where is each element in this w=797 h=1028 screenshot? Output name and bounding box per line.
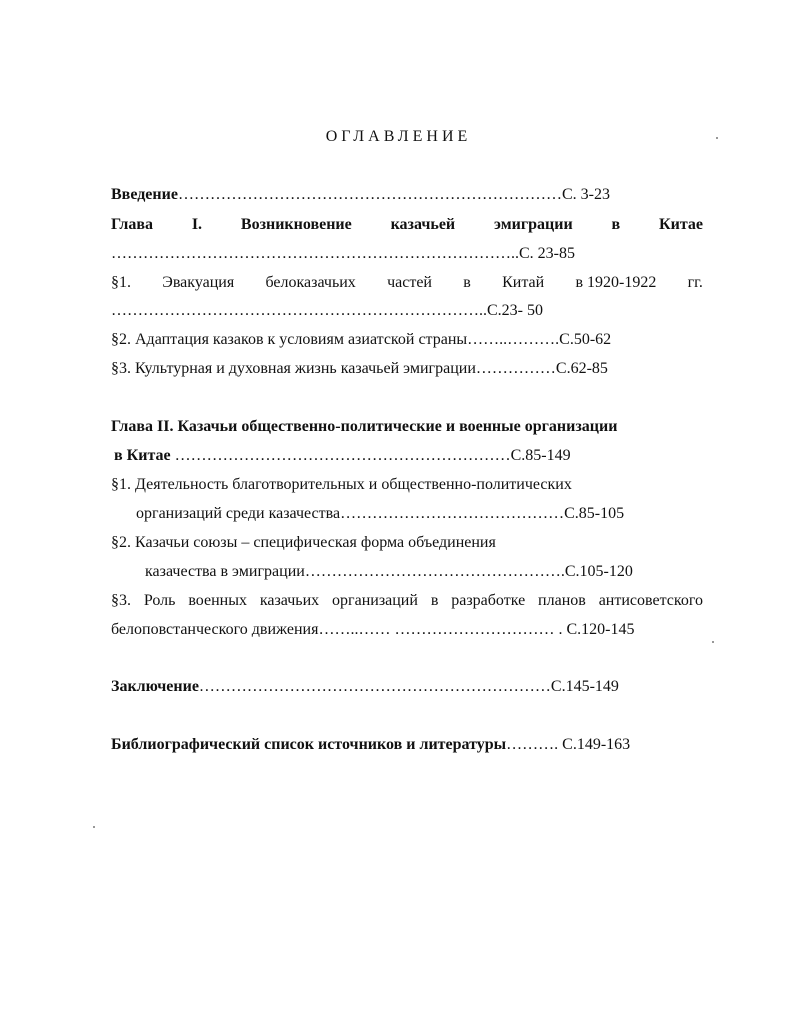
ch1-s1-word-5: в [463,274,471,291]
ch1-word-6: в [611,216,621,233]
ch2-s3-word-2: Роль [143,592,176,609]
ch1-word-5: эмиграции [493,216,573,233]
conclusion-dots: ………………………………………………………… [198,678,551,695]
conclusion-label: Заключение [111,678,199,695]
ch1-s1-page: ..С.23- 50 [479,302,543,319]
toc-bibliography [111,735,630,755]
ch2-dots: ……………………………………………………… [174,447,511,464]
ch2-s1-label-end: организаций среди казачества [136,505,341,522]
ch1-s2-label: §2. Адаптация казаков к условиям азиатской страны [111,331,468,348]
toc-chapter1-page-line [111,244,575,264]
ch1-word-1: Глава [111,216,153,233]
ch1-s2-dots: ……..………. [467,331,560,348]
ch2-s3-word-7: разработке [451,592,526,609]
ch1-word-7: Китае [659,216,703,233]
ch1-s1-word-4: частей [387,274,432,291]
ch2-s3-word-6: в [430,592,439,609]
ch1-word-2: I. [191,216,203,233]
ch1-s1-word-8: гг. [687,274,703,291]
bibliography-dots: ………. [506,736,559,753]
ch2-s2-page: С.105-120 [564,563,633,580]
toc-conclusion [111,677,619,697]
scan-speck [716,137,718,139]
toc-intro-dots: ……………………………………………………………… [177,186,562,203]
ch2-s1-dots: …………………………………… [340,505,565,522]
ch2-s2-label-end: казачества в эмиграции [145,563,305,580]
ch1-s2-page: С.50-62 [559,331,612,348]
toc-chapter1-title [111,215,703,235]
ch1-dots: ………………………………………………………………… [111,245,511,262]
ch1-s3-label: §3. Культурная и духовная жизнь казачьей эмиграции [111,360,476,377]
toc-ch2-sec1-title: §1. Деятельность благотворительных и общественно-политических [111,476,572,493]
bibliography-label: Библиографический список источников и литературы [111,736,507,753]
ch2-s3-word-9: антисоветского [598,592,703,609]
ch2-s3-word-4: казачьих [259,592,320,609]
toc-ch1-sec2 [111,330,611,350]
ch1-s3-page: С.62-85 [555,360,608,377]
toc-ch2-sec3-page-line [111,620,634,640]
toc-chapter2-title: Глава II. Казачьи общественно-политические и военные организации [111,418,618,435]
conclusion-page: С.145-149 [550,678,619,695]
ch2-s3-word-8: планов [538,592,586,609]
bibliography-page: С.149-163 [562,736,631,753]
ch2-s3-page: С.120-145 [566,621,635,638]
ch2-s1-page: С.85-105 [564,505,625,522]
toc-chapter2-page-line [114,446,571,466]
toc-ch2-sec2-title: §2. Казачьи союзы – специфическая форма объединения [111,534,496,551]
ch2-s3-word-5: организаций [332,592,418,609]
ch1-s1-word-1: §1. [111,274,131,291]
toc-ch1-sec3 [111,359,608,379]
toc-ch2-sec1-page-line [136,504,624,524]
toc-intro-page: С. 3-23 [561,186,610,203]
page-title: ОГЛАВЛЕНИЕ [325,128,472,145]
ch1-s1-word-3: белоказачьих [265,274,356,291]
toc-ch2-sec2-page-line [145,562,633,582]
ch1-s1-word-2: Эвакуация [162,274,235,291]
ch2-s3-word-3: военных [188,592,247,609]
ch1-word-4: казачьей [390,216,456,233]
toc-intro [111,185,610,205]
ch2-title-end: в Китае [114,447,171,464]
ch1-s1-word-7: в 1920-1922 [575,274,657,291]
ch1-s1-word-6: Китай [502,274,545,291]
toc-ch1-sec1-page-line [111,301,543,321]
ch2-s3-word-1: §3. [111,592,131,609]
ch1-page: ..С. 23-85 [511,245,575,262]
ch1-s1-dots: …………………………………………………………… [111,302,479,319]
scan-speck [93,826,95,828]
toc-ch2-sec3-title [111,591,703,611]
ch1-word-3: Возникновение [240,216,352,233]
toc-ch1-sec1-title [111,273,703,293]
scan-speck [712,641,714,643]
ch2-s3-dots: ……..…… ………………………… . [318,621,563,638]
ch2-s3-label-end: белоповстанческого движения [111,621,319,638]
ch2-page: С.85-149 [510,447,571,464]
ch1-s3-dots: …………… [475,360,556,377]
toc-intro-label: Введение [111,186,178,203]
ch2-s2-dots: …………………………………………. [304,563,565,580]
